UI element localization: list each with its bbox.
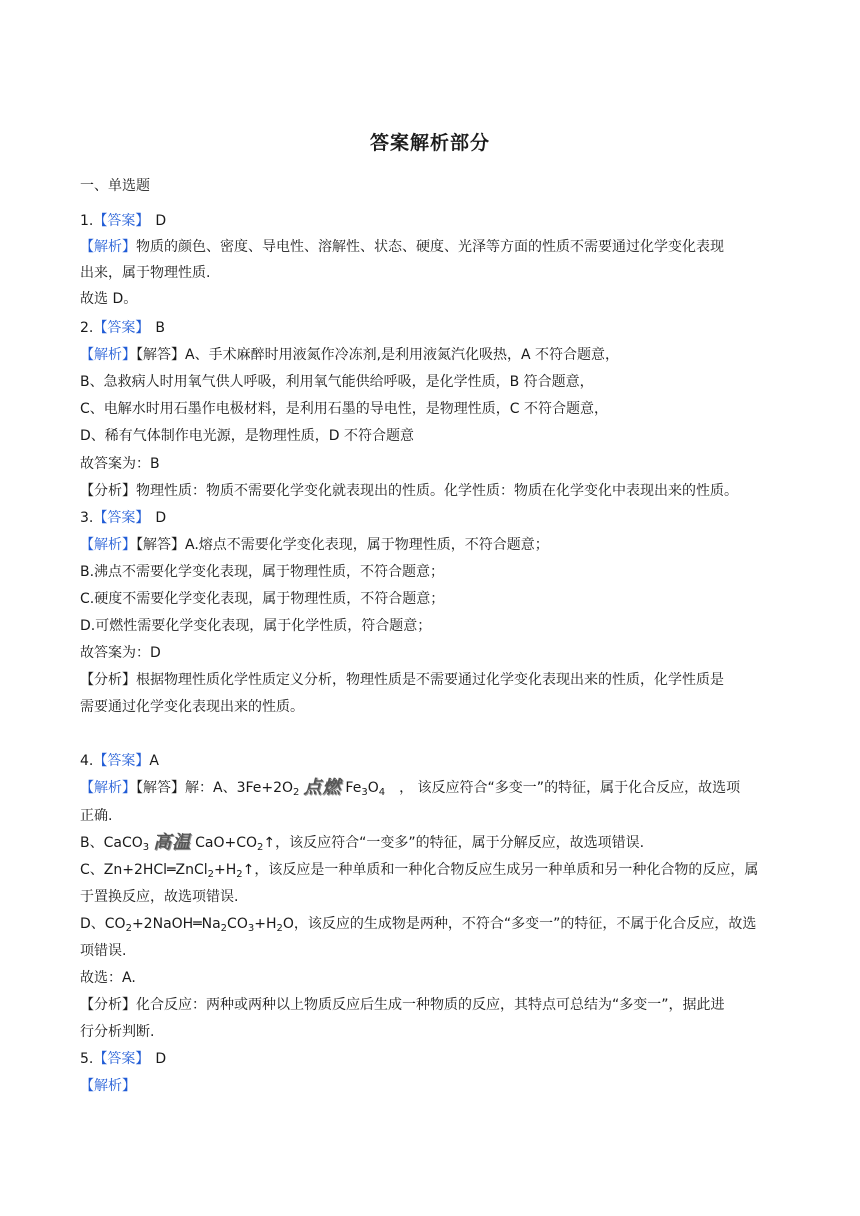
equation-text: +H (254, 916, 277, 932)
q2-analysis-line (80, 481, 780, 501)
q2-conclusion: 故答案为：B (80, 456, 160, 472)
q4-option-a (80, 778, 780, 798)
q4-a-text: ， 该反应符合“多变一”的特征，属于化合反应，故选项 (399, 780, 741, 796)
answer-tag: 【答案】 (93, 510, 150, 526)
equation-text: +2NaOH═Na (131, 916, 221, 932)
q4-analysis-line-2: 行分析判断. (80, 1024, 155, 1040)
equation-text: B、CaCO (80, 835, 143, 851)
q1-number: 1. (80, 213, 94, 229)
q1-conclusion: 故选 D。 (80, 291, 138, 307)
q4-option-b (80, 833, 780, 853)
subscript: 2 (293, 787, 300, 798)
q4-answer-line (80, 751, 780, 771)
subscript: 4 (378, 787, 386, 798)
q3-option-d: D.可燃性需要化学变化表现，属于化学性质，符合题意； (80, 618, 432, 634)
q4-analysis: 化合反应：两种或两种以上物质反应后生成一种物质的反应，其特点可总结为“多变一”，据此进 (136, 997, 725, 1013)
subscript: 2 (276, 923, 283, 934)
q4-analysis-line (80, 995, 780, 1015)
q4-option-a-line-2: 正确. (80, 808, 113, 824)
subscript: 2 (125, 923, 132, 934)
fenxi-tag: 【分析】 (80, 997, 136, 1013)
q2-number: 2. (80, 320, 94, 336)
subscript: 3 (142, 842, 150, 853)
q1-text: 物质的颜色、密度、导电性、溶解性、状态、硬度、光泽等方面的性质不需要通过化学变化表现 (136, 239, 724, 255)
answer-tag: 【答案】 (93, 753, 150, 769)
reaction-condition-ignite: 点燃 (303, 777, 342, 798)
equation-text: C、Zn+2HCl═ZnCl (80, 862, 208, 878)
q3-text: A.熔点不需要化学变化表现，属于物理性质，不符合题意； (185, 537, 549, 553)
reaction-condition-heat: 高温 (153, 832, 192, 853)
equation-text: Fe (345, 780, 362, 796)
q3-option-c: C.硬度不需要化学变化表现，属于物理性质，不符合题意； (80, 591, 445, 607)
q3-analysis-line-2: 需要通过化学变化表现出来的性质。 (80, 699, 304, 715)
equation-text: CO (227, 916, 248, 932)
subscript: 2 (207, 869, 215, 880)
q1-answer-line (80, 211, 780, 231)
q4-conclusion: 故选：A. (80, 970, 136, 986)
q3-analysis-line (80, 670, 780, 690)
fenxi-tag: 【分析】 (80, 483, 136, 499)
jiexi-tag: 【解析】 (80, 537, 136, 553)
q4-option-c (80, 860, 780, 880)
jiexi-tag: 【解析】 (80, 239, 136, 255)
q3-answer-line (80, 508, 780, 528)
q3-conclusion: 故答案为：D (80, 645, 161, 661)
equation-text: CaO+CO (195, 835, 258, 851)
jieda-tag: 【解答】 (136, 537, 185, 553)
q4-option-d (80, 914, 780, 934)
q1-answer: D (155, 213, 167, 229)
answer-tag: 【答案】 (93, 1051, 150, 1067)
subscript: 3 (361, 787, 368, 798)
equation-text: +H (214, 862, 237, 878)
q4-option-c-line-2: 于置换反应，故选项错误. (80, 889, 239, 905)
section-heading: 一、单选题 (80, 178, 150, 194)
q3-explain-line (80, 535, 780, 555)
q1-text-line-2: 出来，属于物理性质. (80, 265, 211, 281)
answer-tag: 【答案】 (93, 320, 150, 336)
q3-option-b: B.沸点不需要化学变化表现，属于物理性质，不符合题意； (80, 564, 445, 580)
subscript: 3 (247, 923, 255, 934)
fenxi-tag: 【分析】 (80, 672, 136, 688)
jiexi-tag: 【解析】 (80, 347, 136, 363)
q2-explain-line (80, 345, 780, 365)
q4-b-text: ↑，该反应符合“一变多”的特征，属于分解反应，故选项错误. (263, 835, 645, 851)
q3-number: 3. (80, 510, 94, 526)
q2-option-d: D、稀有气体制作电光源，是物理性质，D 不符合题意 (80, 428, 415, 444)
subscript: 2 (257, 842, 264, 853)
q2-text: A、手术麻醉时用液氮作冷冻剂,是利用液氮汽化吸热，A 不符合题意， (185, 347, 620, 363)
q5-explain-line (80, 1076, 780, 1096)
subscript: 2 (220, 923, 228, 934)
jieda-tag: 【解答】 (136, 347, 185, 363)
q3-analysis: 根据物理性质化学性质定义分析，物理性质是不需要通过化学变化表现出来的性质，化学性质是 (136, 672, 724, 688)
q1-explain-line (80, 237, 780, 257)
q4-c-text: ↑，该反应是一种单质和一种化合物反应生成另一种单质和另一种化合物的反应，属 (242, 862, 759, 878)
jiexi-tag: 【解析】 (80, 780, 136, 796)
jieda-tag: 【解答】 (136, 780, 185, 796)
subscript: 2 (236, 869, 243, 880)
q2-answer: B (155, 320, 165, 336)
q2-option-b: B、急救病人时用氧气供人呼吸，利用氧气能供给呼吸，是化学性质，B 符合题意， (80, 374, 594, 390)
q2-answer-line (80, 318, 780, 338)
equation-text: 解：A、3Fe+2O (185, 780, 294, 796)
q2-analysis: 物理性质：物质不需要化学变化就表现出的性质。化学性质：物质在化学变化中表现出来的性质。 (136, 483, 738, 499)
q2-option-c: C、电解水时用石墨作电极材料，是利用石墨的导电性，是物理性质，C 不符合题意， (80, 401, 608, 417)
answer-tag: 【答案】 (93, 213, 150, 229)
q4-answer: A (149, 753, 159, 769)
q4-option-d-line-2: 项错误. (80, 943, 127, 959)
q4-number: 4. (80, 753, 94, 769)
jiexi-tag: 【解析】 (80, 1078, 136, 1094)
q4-d-text: O，该反应的生成物是两种，不符合“多变一”的特征，不属于化合反应，故选 (282, 916, 757, 932)
page-title: 答案解析部分 (369, 132, 490, 154)
q5-answer-line (80, 1049, 780, 1069)
q3-answer: D (155, 510, 167, 526)
q5-number: 5. (80, 1051, 94, 1067)
equation-text: O (367, 780, 379, 796)
equation-text: D、CO (80, 916, 126, 932)
q5-answer: D (155, 1051, 167, 1067)
